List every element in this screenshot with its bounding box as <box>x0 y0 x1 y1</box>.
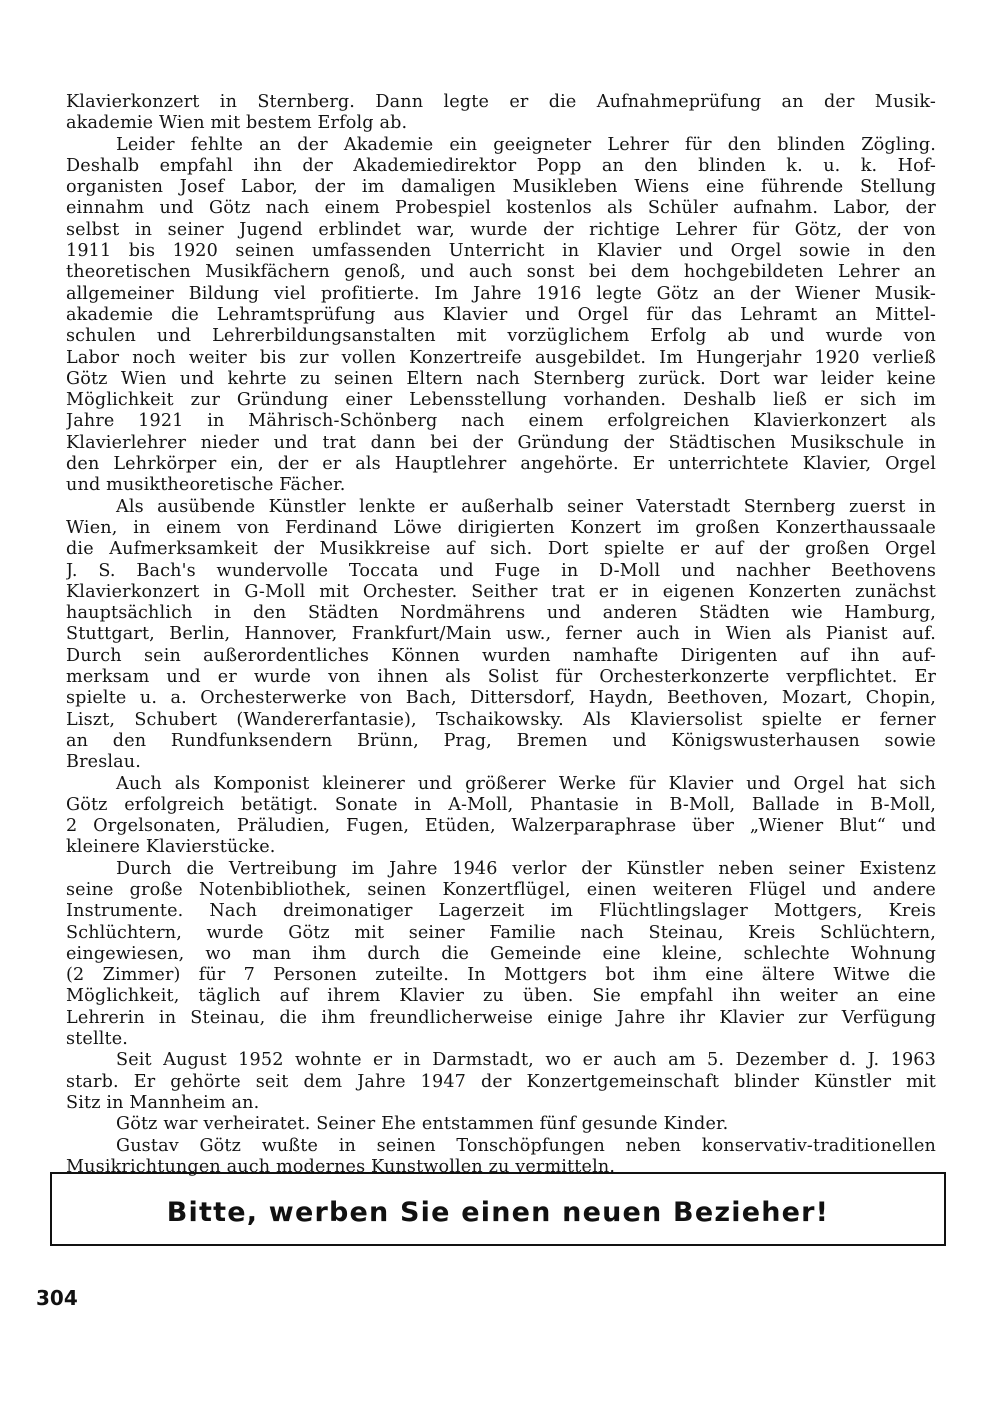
text-line: Wien, in einem von Ferdinand Löwe dirigierten Konzert im großen Konzerthaussaale <box>66 517 936 538</box>
text-line: Leider fehlte an der Akademie ein geeigneter Lehrer für den blinden Zögling. <box>116 134 936 155</box>
text-line: 1911 bis 1920 seinen umfassenden Unterricht in Klavier und Orgel sowie in den <box>66 241 936 262</box>
text-line: Stuttgart, Berlin, Hannover, Frankfurt/Main usw., ferner auch in Wien als Pianist auf. <box>66 624 936 645</box>
text-line: Götz Wien und kehrte zu seinen Eltern nach Sternberg zurück. Dort war leider keine <box>66 368 936 389</box>
text-line: Auch als Komponist kleinerer und größerer Werke für Klavier und Orgel hat sich <box>116 773 936 794</box>
text-line: seine große Notenbibliothek, seinen Konzertflügel, einen weiteren Flügel und andere <box>66 879 936 900</box>
text-line: Durch sein außerordentliches Können wurden namhafte Dirigenten auf ihn auf- <box>66 645 936 666</box>
text-line: theoretischen Musikfächern genoß, und auch sonst bei dem hochgebildeten Lehrer an <box>66 262 936 283</box>
page-number: 304 <box>36 1286 78 1310</box>
text-line: an den Rundfunksendern Brünn, Prag, Bremen und Königswusterhausen sowie <box>66 730 936 751</box>
text-line: eingewiesen, wo man ihm durch die Gemeinde eine kleine, schlechte Wohnung <box>66 943 936 964</box>
text-line: 2 Orgelsonaten, Präludien, Fugen, Etüden, Walzerparaphrase über „Wiener Blut“ und <box>66 816 936 837</box>
text-line: Götz war verheiratet. Seiner Ehe entstammen fünf gesunde Kinder. <box>116 1114 729 1135</box>
text-line: Möglichkeit zur Gründung einer Lebensstellung vorhanden. Deshalb ließ er sich im <box>66 390 936 411</box>
text-line: stellte. <box>66 1029 129 1050</box>
text-line: Götz erfolgreich betätigt. Sonate in A-Moll, Phantasie in B-Moll, Ballade in B-Moll, <box>66 794 936 815</box>
text-line: selbst in seiner Jugend erblindet war, wurde der richtige Lehrer für Götz, der von <box>66 219 936 240</box>
text-line: Lehrerin in Steinau, die ihm freundlicherweise einige Jahre ihr Klavier zur Verfügung <box>66 1007 936 1028</box>
text-line: allgemeiner Bildung viel profitierte. Im Jahre 1916 legte Götz an der Wiener Musik- <box>66 283 936 304</box>
text-line: Klavierkonzert in Sternberg. Dann legte er die Aufnahmeprüfung an der Musik- <box>66 92 936 112</box>
text-line: den Lehrkörper ein, der er als Hauptlehrer angehörte. Er unterrichtete Klavier, Orgel <box>66 454 936 475</box>
text-line: organisten Josef Labor, der im damaligen Musikleben Wiens eine führende Stellung <box>66 177 936 198</box>
text-line: Breslau. <box>66 752 142 773</box>
text-line: J. S. Bach's wundervolle Toccata und Fuge in D-Moll und nachher Beethovens <box>66 560 936 581</box>
text-line: schulen und Lehrerbildungsanstalten mit vorzüglichem Erfolg ab und wurde von <box>66 326 936 347</box>
text-line: (2 Zimmer) für 7 Personen zuteilte. In Mottgers bot ihm eine ältere Witwe die <box>66 965 936 986</box>
text-line: akademie die Lehramtsprüfung aus Klavier und Orgel für das Lehramt an Mittel- <box>66 304 936 325</box>
text-line: die Aufmerksamkeit der Musikkreise auf sich. Dort spielte er auf der großen Orgel <box>66 539 936 560</box>
text-line: einnahm und Götz nach einem Probespiel kostenlos als Schüler aufnahm. Labor, der <box>66 198 936 219</box>
text-line: Jahre 1921 in Mährisch-Schönberg nach einem erfolgreichen Klavierkonzert als <box>66 411 936 432</box>
text-line: Deshalb empfahl ihn der Akademiedirektor Popp an den blinden k. u. k. Hof- <box>66 155 936 176</box>
text-line: Klavierlehrer nieder und trat dann bei der Gründung der Städtischen Musikschule in <box>66 432 936 453</box>
text-line: Musikrichtungen auch modernes Kunstwollen zu vermitteln. <box>66 1156 616 1177</box>
article-body <box>66 92 936 1178</box>
text-line: Liszt, Schubert (Wandererfantasie), Tschaikowsky. Als Klaviersolist spielte er ferner <box>66 709 936 730</box>
subscriber-appeal-banner <box>50 1172 946 1246</box>
text-line: Gustav Götz wußte in seinen Tonschöpfungen neben konservativ-traditionellen <box>116 1135 936 1156</box>
text-line: Labor noch weiter bis zur vollen Konzertreife ausgebildet. Im Hungerjahr 1920 verließ <box>66 347 936 368</box>
text-line: merksam und er wurde von ihnen als Solist für Orchesterkonzerte verpflichtet. Er <box>66 667 936 688</box>
text-line: Möglichkeit, täglich auf ihrem Klavier zu üben. Sie empfahl ihn weiter an eine <box>66 986 936 1007</box>
text-line: Instrumente. Nach dreimonatiger Lagerzeit im Flüchtlingslager Mottgers, Kreis <box>66 901 936 922</box>
text-line: Seit August 1952 wohnte er in Darmstadt, wo er auch am 5. Dezember d. J. 1963 <box>116 1050 936 1071</box>
text-line: kleinere Klavierstücke. <box>66 837 276 858</box>
text-line: Klavierkonzert in G-Moll mit Orchester. Seither trat er in eigenen Konzerten zunächst <box>66 581 936 602</box>
banner-text: Bitte, werben Sie einen neuen Bezieher! <box>166 1196 830 1228</box>
text-line: starb. Er gehörte seit dem Jahre 1947 der Konzertgemeinschaft blinder Künstler mit <box>66 1071 936 1092</box>
text-line: Als ausübende Künstler lenkte er außerhalb seiner Vaterstadt Sternberg zuerst in <box>116 496 936 517</box>
text-line: akademie Wien mit bestem Erfolg ab. <box>66 113 408 134</box>
text-line: Sitz in Mannheim an. <box>66 1092 260 1113</box>
text-line: Durch die Vertreibung im Jahre 1946 verlor der Künstler neben seiner Existenz <box>116 858 936 879</box>
text-line: spielte u. a. Orchesterwerke von Bach, Dittersdorf, Haydn, Beethoven, Mozart, Chopin, <box>66 688 936 709</box>
text-line: Schlüchtern, wurde Götz mit seiner Familie nach Steinau, Kreis Schlüchtern, <box>66 922 936 943</box>
text-line: hauptsächlich in den Städten Nordmährens und anderen Städten wie Hamburg, <box>66 603 936 624</box>
text-line: und musiktheoretische Fächer. <box>66 475 346 496</box>
